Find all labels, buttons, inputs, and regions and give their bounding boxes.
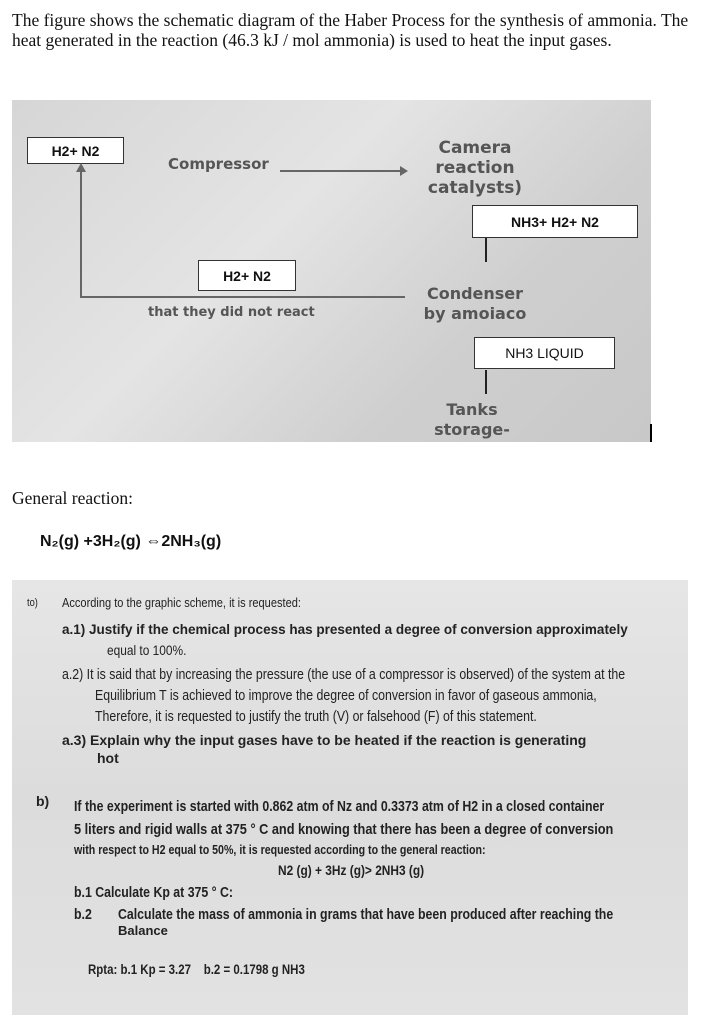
- feed-arrow: [280, 170, 405, 172]
- question-a3-cont: hot: [97, 750, 119, 766]
- arrow-up-icon: [76, 163, 86, 172]
- question-b2-cont: Balance: [118, 923, 168, 938]
- part-b-marker: b): [36, 793, 50, 809]
- part-b-line: with respect to H2 equal to 50%, it is requested according to the general reaction:: [74, 843, 486, 857]
- condenser-label: [405, 284, 545, 324]
- part-b-line: If the experiment is started with 0.862 atm of Nz and 0.3373 atm of H2 in a closed container: [74, 799, 605, 815]
- question-a1-cont: equal to 100%.: [107, 642, 187, 658]
- reactor-label: [405, 138, 545, 198]
- condenser-line: by amoiaco: [423, 304, 527, 323]
- question-b2-label: b.2: [74, 907, 92, 923]
- part-a-intro: According to the graphic scheme, it is requested:: [62, 595, 301, 610]
- divider: [650, 424, 652, 442]
- question-a1: a.1) Justify if the chemical process has presented a degree of conversion approximately: [62, 622, 628, 637]
- recycle-riser: [80, 170, 82, 298]
- general-reaction-label: General reaction:: [12, 488, 133, 508]
- problem-sheet: [12, 580, 688, 1015]
- reactor-output-box: NH3+ H2+ N2: [472, 205, 638, 238]
- input-gases-box: H2+ N2: [27, 137, 124, 164]
- down-arrow: [485, 370, 487, 394]
- part-a-marker: to): [27, 597, 38, 609]
- recycle-line: [80, 296, 405, 298]
- question-a2-cont: Therefore, it is requested to justify the truth (V) or falsehood (F) of this statement.: [95, 709, 537, 725]
- tanks-label: [412, 400, 532, 440]
- tanks-line: Tanks: [446, 400, 498, 419]
- reactor-line: Camera: [438, 138, 512, 158]
- reactor-line: catalysts): [427, 178, 523, 198]
- condenser-line: Condenser: [426, 284, 524, 303]
- question-a3: a.3) Explain why the input gases have to be heated if the reaction is generating: [62, 732, 587, 748]
- question-a2-cont: Equilibrium T is achieved to improve the degree of conversion in favor of gaseous ammonia,: [95, 688, 597, 704]
- general-reaction-equation: N₂(g) +3H₂(g) ⇔2NH₃(g): [40, 533, 222, 550]
- answer-line: Rpta: b.1 Kp = 3.27 b.2 = 0.1798 g NH3: [88, 962, 305, 977]
- question-b1: b.1 Calculate Kp at 375 ° C:: [74, 885, 234, 901]
- intro-paragraph: The figure shows the schematic diagram of the Haber Process for the synthesis of ammonia. The heat generated in the reaction (46.3 kJ / mol ammonia) is used to heat the input gases.: [12, 10, 689, 50]
- tanks-line: storage-: [434, 420, 510, 439]
- recycle-label: that they did not react: [148, 305, 315, 320]
- part-b-line: 5 liters and rigid walls at 375 ° C and knowing that there has been a degree of conversion: [74, 821, 614, 838]
- reactor-line: reaction: [435, 158, 515, 178]
- down-arrow: [485, 238, 487, 262]
- reaction-equation: N2 (g) + 3Hz (g)> 2NH3 (g): [278, 862, 425, 878]
- question-b2: Calculate the mass of ammonia in grams that have been produced after reaching the: [118, 907, 614, 923]
- compressor-label: Compressor: [168, 155, 269, 173]
- liquid-ammonia-box: NH3 LIQUID: [474, 337, 615, 369]
- haber-process-diagram: [12, 100, 651, 442]
- recycle-gases-box: H2+ N2: [198, 260, 296, 291]
- question-a2: a.2) It is said that by increasing the pressure (the use of a compressor is observed) of the system at the: [62, 667, 626, 683]
